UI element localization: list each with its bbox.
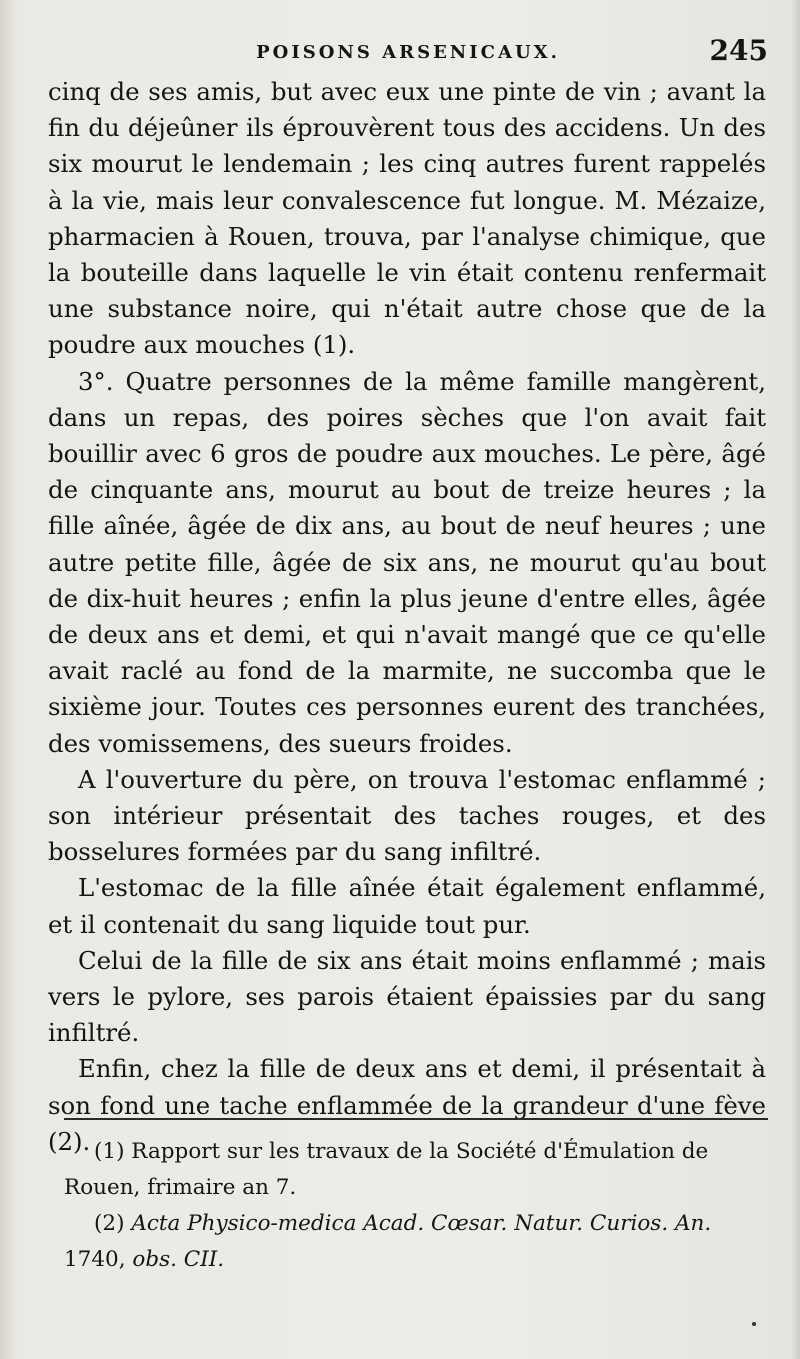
paragraph-case-3: 3°. Quatre personnes de la même famille mangèrent, dans un repas, des poires sèches que l'on avait fait bouillir avec 6 gros de poudre aux mouches. Le père, âgé de cinquante ans, mourut au bout de treize heures ; la fille aînée, âgée de dix ans, au bout de neuf heures ; une autre petite fille, âgée de six ans, ne mourut qu'au bout de dix-huit heures ; enfin la plus jeune d'entre elles, âgée de deux ans et demi, et qui n'avait mangé que ce qu'elle avait raclé au fond de la marmite, ne succomba que le sixième jour. Toutes ces personnes eurent des tranchées, des vomissemens, des sueurs froides. — [48, 366, 766, 758]
footnote-2-year: 1740, — [64, 1247, 133, 1272]
paragraph-eldest-daughter: L'estomac de la fille aînée était également enflammé, et il contenait du sang liquide tout pur. — [48, 873, 766, 939]
paragraph-continued: cinq de ses amis, but avec eux une pinte de vin ; avant la fin du déjeûner ils éprouvèrent tous des accidens. Un des six mourut le lendemain ; les cinq autres furent rappelés à la vie, mais leur convalescence fut longue. M. Mézaize, pharmacien à Rouen, trouva, par l'analyse chimique, que la bouteille dans laquelle le vin était contenu renfermait une substance noire, qui n'était autre chose que de la poudre aux mouches (1). — [48, 77, 766, 360]
main-text — [48, 74, 766, 1160]
footnote-2-number: (2) — [94, 1211, 125, 1236]
footnotes — [64, 1134, 768, 1278]
page-header — [48, 34, 768, 72]
footnote-1: (1) Rapport sur les travaux de la Société d'Émulation de Rouen, frimaire an 7. — [64, 1139, 709, 1200]
page-number: 245 — [709, 34, 768, 67]
footnote-2 — [64, 1206, 768, 1278]
paper-speck — [752, 1322, 756, 1326]
page-edge-shadow — [790, 0, 800, 1359]
paragraph-youngest: Enfin, chez la fille de deux ans et demi, il présentait à son fond une tache enflammée de la grandeur d'une fève (2). — [48, 1054, 766, 1156]
footnote-2-journal: Acta Physico-medica Acad. Cœsar. Natur. Curios. An. — [131, 1211, 712, 1236]
paragraph-six-year-old: Celui de la fille de six ans était moins enflammé ; mais vers le pylore, ses parois étaient épaissies par du sang infiltré. — [48, 945, 766, 1048]
running-title: POISONS ARSENICAUX. — [256, 42, 560, 63]
footnote-2-obs: obs. CII. — [132, 1247, 225, 1272]
paragraph-father-autopsy: A l'ouverture du père, on trouva l'estomac enflammé ; son intérieur présentait des taches rouges, et des bosselures formées par du sang infiltré. — [48, 764, 766, 867]
footnote-rule — [64, 1118, 768, 1120]
